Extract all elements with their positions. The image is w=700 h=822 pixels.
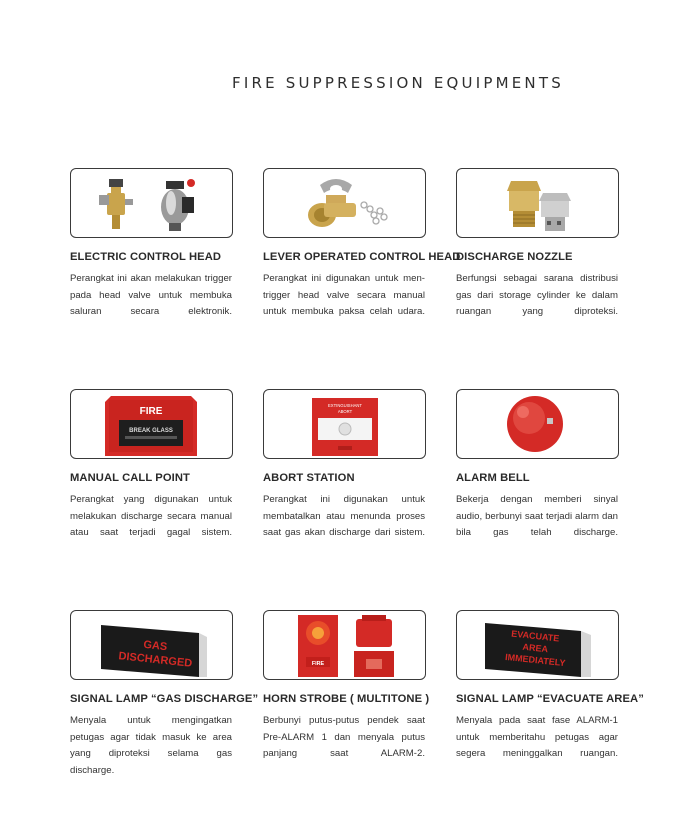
product-description: Bekerja dengan memberi sinyal audio, berbunyi saat terjadi alarm dan bila gas telah discharge. xyxy=(456,494,618,538)
product-description: Menyala untuk mengingatkan petugas agar tidak masuk ke area yang diproteksi selama gas discharge. xyxy=(70,715,232,776)
product-description: Perangkat ini digunakan untuk men-trigger head valve secara manual untuk membuka paksa celah udara. xyxy=(263,273,425,317)
product-name: ABORT STATION xyxy=(263,472,355,484)
product-image-lever-operated-control-head xyxy=(263,168,426,238)
lamp-evacuate-line-1: EVACUATE xyxy=(510,628,560,644)
page-title: FIRE SUPPRESSION EQUIPMENTS xyxy=(232,74,564,92)
product-card-abort-station xyxy=(263,389,426,542)
product-card-manual-call-point xyxy=(70,389,233,542)
product-description: Perangkat yang digunakan untuk melakukan discharge secara manual atau saat terjadi gagal sistem. xyxy=(70,494,232,538)
product-card-alarm-bell xyxy=(456,389,619,542)
product-image-discharge-nozzle xyxy=(456,168,619,238)
product-card-discharge-nozzle xyxy=(456,168,619,321)
product-image-alarm-bell xyxy=(456,389,619,459)
product-description: Perangkat ini digunakan untuk membatalkan atau menunda proses saat gas akan discharge dari sistem. xyxy=(263,494,425,538)
product-image-signal-lamp-evacuate-area xyxy=(456,610,619,680)
product-description: Berfungsi sebagai sarana distribusi gas dari storage cylinder ke dalam ruangan yang diproteksi. xyxy=(456,273,618,317)
product-image-electric-control-head xyxy=(70,168,233,238)
product-name: HORN STROBE ( MULTITONE ) xyxy=(263,693,430,705)
product-card-lever-operated-control-head xyxy=(263,168,461,321)
lamp-evacuate-line-2: AREA xyxy=(522,641,549,655)
product-image-signal-lamp-gas-discharge xyxy=(70,610,233,680)
abort-text-line-2: ABORT xyxy=(337,409,353,414)
strobe-fire-label: FIRE xyxy=(311,661,325,667)
product-description: Perangkat ini akan melakukan trigger pada head valve untuk membuka saluran secara elektronik. xyxy=(70,273,232,317)
product-name: SIGNAL LAMP “GAS DISCHARGE” xyxy=(70,693,259,705)
product-name: SIGNAL LAMP “EVACUATE AREA” xyxy=(456,693,644,705)
call-point-break-glass-label: BREAK GLASS xyxy=(129,428,173,434)
product-description: Berbunyi putus-putus pendek saat Pre-ALARM 1 dan menyala putus panjang saat ALARM-2. xyxy=(263,715,425,759)
product-description: Menyala pada saat fase ALARM-1 untuk memberitahu petugas agar segera meninggalkan ruangan. xyxy=(456,715,618,759)
product-card-horn-strobe xyxy=(263,610,430,763)
product-image-horn-strobe xyxy=(263,610,426,680)
call-point-fire-label: FIRE xyxy=(139,406,163,417)
abort-text-line-1: EXTINGUISHANT xyxy=(328,403,362,408)
product-name: ELECTRIC CONTROL HEAD xyxy=(70,251,222,263)
product-name: ALARM BELL xyxy=(456,472,530,484)
product-name: LEVER OPERATED CONTROL HEAD xyxy=(263,251,461,263)
lamp-gas-line-2: DISCHARGED xyxy=(117,650,193,670)
product-image-manual-call-point xyxy=(70,389,233,459)
product-image-abort-station xyxy=(263,389,426,459)
product-card-signal-lamp-gas-discharge xyxy=(70,610,259,779)
product-card-electric-control-head xyxy=(70,168,233,321)
lamp-gas-line-1: GAS xyxy=(142,638,168,654)
product-name: DISCHARGE NOZZLE xyxy=(456,251,573,263)
product-name: MANUAL CALL POINT xyxy=(70,472,190,484)
lamp-evacuate-line-3: IMMEDIATELY xyxy=(504,651,566,669)
product-card-signal-lamp-evacuate-area xyxy=(456,610,644,763)
